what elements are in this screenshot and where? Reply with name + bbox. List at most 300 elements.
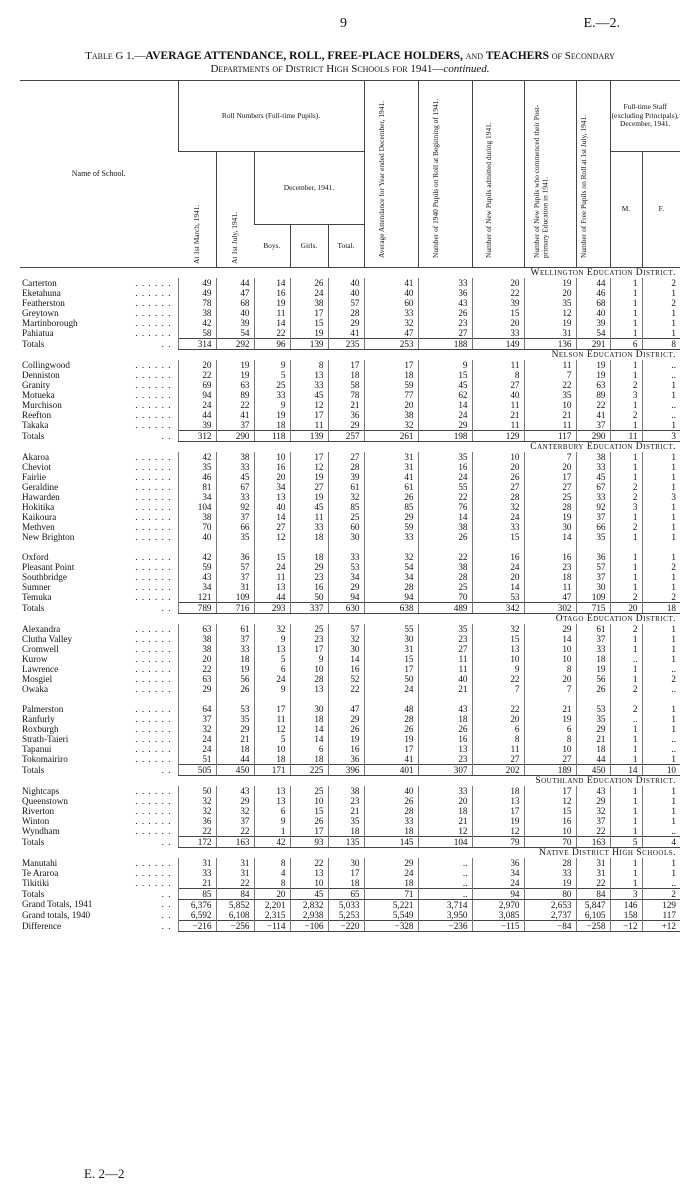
table-row <box>20 522 680 532</box>
value-cell: 80 <box>524 888 576 899</box>
value-cell: 10 <box>642 764 680 775</box>
value-cell: 129 <box>472 430 524 441</box>
value-cell: 11 <box>290 512 328 522</box>
value-cell: 45 <box>290 390 328 400</box>
table-row <box>20 714 680 724</box>
table-row <box>20 654 680 664</box>
value-cell: 32 <box>216 806 254 816</box>
value-cell: 26 <box>472 472 524 482</box>
leader-dots: . . . . . . <box>135 521 172 532</box>
leader-dots: . . . . . . <box>135 867 172 878</box>
value-cell: 55 <box>364 624 418 634</box>
value-cell: 31 <box>216 858 254 868</box>
value-cell: 20 <box>364 400 418 410</box>
value-cell: 1 <box>610 420 642 431</box>
value-cell: 57 <box>328 298 364 308</box>
value-cell: 11 <box>418 664 472 674</box>
value-cell: 1 <box>610 552 642 562</box>
table-row <box>20 288 680 298</box>
value-cell: 76 <box>418 502 472 512</box>
value-cell: 5,852 <box>216 899 254 910</box>
table-row <box>20 624 680 634</box>
value-cell: 35 <box>576 714 610 724</box>
title-and: and <box>462 50 486 62</box>
leader-dots: . . . . . . <box>135 307 172 318</box>
value-cell: 39 <box>328 472 364 482</box>
attendance-table <box>20 80 680 932</box>
value-cell: 85 <box>178 888 216 899</box>
value-cell: 30 <box>328 644 364 654</box>
value-cell: 638 <box>364 602 418 613</box>
school-name-cell <box>20 836 178 847</box>
value-cell: 40 <box>328 288 364 298</box>
value-cell: 40 <box>418 674 472 684</box>
value-cell: 14 <box>610 764 642 775</box>
school-name: Riverton <box>22 805 55 816</box>
value-cell: 1 <box>610 298 642 308</box>
school-name: Takaka <box>22 419 49 430</box>
value-cell: 1 <box>642 754 680 765</box>
value-cell: 27 <box>472 482 524 492</box>
header-girls: Girls. <box>290 225 328 267</box>
school-name: Wyndham <box>22 825 60 836</box>
value-cell: 117 <box>524 430 576 441</box>
value-cell: 1 <box>610 512 642 522</box>
value-cell: 44 <box>216 754 254 765</box>
table-row <box>20 370 680 380</box>
value-cell: 29 <box>178 684 216 694</box>
value-cell: 2 <box>642 888 680 899</box>
value-cell: 1 <box>610 754 642 765</box>
school-name-cell <box>20 572 178 582</box>
table-row <box>20 674 680 684</box>
school-name: Greytown <box>22 307 59 318</box>
value-cell: 32 <box>364 552 418 562</box>
value-cell: 35 <box>418 624 472 634</box>
value-cell: 33 <box>524 868 576 878</box>
value-cell: 40 <box>178 532 216 542</box>
value-cell: 29 <box>576 796 610 806</box>
value-cell: 2 <box>642 298 680 308</box>
school-name: Carterton <box>22 277 57 288</box>
school-name-cell <box>20 684 178 694</box>
value-cell: 38 <box>178 512 216 522</box>
value-cell: 16 <box>290 582 328 592</box>
value-cell: 92 <box>576 502 610 512</box>
value-cell: 36 <box>418 288 472 298</box>
value-cell: 18 <box>576 654 610 664</box>
value-cell: 22 <box>418 492 472 502</box>
school-name-cell <box>20 288 178 298</box>
value-cell: 16 <box>418 462 472 472</box>
value-cell: 43 <box>576 786 610 796</box>
value-cell: 163 <box>216 836 254 847</box>
district-heading-row <box>20 613 680 624</box>
value-cell: 5,847 <box>576 899 610 910</box>
value-cell: 61 <box>216 624 254 634</box>
value-cell: 9 <box>254 634 290 644</box>
value-cell: 13 <box>290 370 328 380</box>
school-name: Pleasant Point <box>22 561 75 572</box>
school-name: Pahiatua <box>22 327 54 338</box>
value-cell: 77 <box>364 390 418 400</box>
table-row <box>20 512 680 522</box>
value-cell: 24 <box>472 562 524 572</box>
leader-dots: . . . . . . <box>135 419 172 430</box>
header-new-pupils: Number of New Pupils admitted during 1941. <box>472 81 524 268</box>
value-cell: 2 <box>610 624 642 634</box>
value-cell: 6 <box>610 338 642 349</box>
school-name-cell <box>20 582 178 592</box>
value-cell: 44 <box>216 278 254 288</box>
value-cell: 188 <box>418 338 472 349</box>
school-name: Ranfurly <box>22 713 55 724</box>
leader-dots: . . . . . . <box>135 389 172 400</box>
value-cell: 33 <box>178 868 216 878</box>
value-cell: 57 <box>216 562 254 572</box>
value-cell: .. <box>642 400 680 410</box>
value-cell: 1 <box>610 744 642 754</box>
value-cell: 489 <box>418 602 472 613</box>
value-cell: 13 <box>290 868 328 878</box>
table-row <box>20 562 680 572</box>
value-cell: 15 <box>364 654 418 664</box>
value-cell: 21 <box>576 734 610 744</box>
table-row <box>20 360 680 370</box>
school-name: Collingwood <box>22 359 70 370</box>
school-name: Motueka <box>22 389 55 400</box>
table-row <box>20 532 680 542</box>
value-cell: 15 <box>524 806 576 816</box>
school-name-cell <box>20 592 178 603</box>
value-cell: 37 <box>576 816 610 826</box>
value-cell: 20 <box>472 278 524 288</box>
leader-dots: . . . . . . <box>135 317 172 328</box>
value-cell: 5,549 <box>364 910 418 921</box>
value-cell: 1 <box>610 734 642 744</box>
value-cell: 26 <box>576 684 610 694</box>
value-cell: 37 <box>576 572 610 582</box>
value-cell: 37 <box>216 634 254 644</box>
value-cell: 50 <box>290 592 328 603</box>
value-cell: 8 <box>472 370 524 380</box>
value-cell: 53 <box>216 704 254 714</box>
table-row <box>20 816 680 826</box>
value-cell: 50 <box>178 786 216 796</box>
school-name-cell <box>20 512 178 522</box>
leader-dots: . . . . . . <box>135 451 172 462</box>
value-cell: 23 <box>524 562 576 572</box>
value-cell: .. <box>642 826 680 837</box>
value-cell: 20 <box>472 462 524 472</box>
value-cell: 29 <box>328 582 364 592</box>
school-name: Grand Totals, 1941 <box>22 899 93 910</box>
grand-totals-1941-row <box>20 899 680 910</box>
value-cell: 19 <box>524 878 576 889</box>
value-cell: 11 <box>254 308 290 318</box>
value-cell: 25 <box>254 380 290 390</box>
value-cell: 11 <box>472 420 524 431</box>
grand-totals-1940-row <box>20 910 680 921</box>
school-name-cell <box>20 899 178 910</box>
value-cell: .. <box>418 888 472 899</box>
value-cell: 121 <box>178 592 216 603</box>
value-cell: 30 <box>328 532 364 542</box>
value-cell: 17 <box>328 360 364 370</box>
school-name-cell <box>20 492 178 502</box>
school-name-cell <box>20 744 178 754</box>
leader-dots: . . . . . . <box>135 743 172 754</box>
value-cell: 70 <box>418 592 472 603</box>
value-cell: 24 <box>178 400 216 410</box>
value-cell: 290 <box>576 430 610 441</box>
school-name-cell <box>20 826 178 837</box>
value-cell: 60 <box>328 522 364 532</box>
leader-dots: . . . . . . <box>135 825 172 836</box>
value-cell: 20 <box>610 602 642 613</box>
value-cell: 1 <box>610 868 642 878</box>
value-cell: 32 <box>364 420 418 431</box>
value-cell: 291 <box>576 338 610 349</box>
header-staff-f: F. <box>642 152 680 268</box>
table-row <box>20 552 680 562</box>
value-cell: 1 <box>610 816 642 826</box>
value-cell: 38 <box>178 308 216 318</box>
value-cell: 47 <box>524 592 576 603</box>
value-cell: 63 <box>178 624 216 634</box>
value-cell: 70 <box>178 522 216 532</box>
value-cell: 36 <box>216 552 254 562</box>
school-name-cell <box>20 644 178 654</box>
school-name: Martinborough <box>22 317 78 328</box>
table-row <box>20 796 680 806</box>
value-cell: 14 <box>254 278 290 288</box>
value-cell: 34 <box>254 482 290 492</box>
value-cell: 3,950 <box>418 910 472 921</box>
value-cell: 32 <box>178 796 216 806</box>
value-cell: 44 <box>576 754 610 765</box>
value-cell: 6,376 <box>178 899 216 910</box>
school-name-cell <box>20 502 178 512</box>
value-cell: 1 <box>610 472 642 482</box>
value-cell: 12 <box>290 400 328 410</box>
value-cell: 10 <box>472 654 524 664</box>
value-cell: 22 <box>178 370 216 380</box>
title-rest: of Secondary <box>549 50 615 62</box>
value-cell: 84 <box>576 888 610 899</box>
value-cell: 13 <box>290 684 328 694</box>
value-cell: 163 <box>576 836 610 847</box>
school-name: Tikitiki <box>22 877 50 888</box>
value-cell: 27 <box>472 380 524 390</box>
school-name-cell <box>20 704 178 714</box>
value-cell: 51 <box>178 754 216 765</box>
value-cell: 9 <box>254 360 290 370</box>
school-name-cell <box>20 724 178 734</box>
value-cell: 118 <box>254 430 290 441</box>
value-cell: 342 <box>472 602 524 613</box>
value-cell: 46 <box>576 288 610 298</box>
value-cell: −216 <box>178 920 216 931</box>
value-cell: 11 <box>290 420 328 431</box>
school-name-cell <box>20 298 178 308</box>
value-cell: 2,201 <box>254 899 290 910</box>
value-cell: 33 <box>216 462 254 472</box>
leader-dots: . . . . . . <box>135 785 172 796</box>
school-name-cell <box>20 714 178 724</box>
value-cell: 23 <box>290 572 328 582</box>
value-cell: 24 <box>178 744 216 754</box>
value-cell: 2,315 <box>254 910 290 921</box>
value-cell: 21 <box>216 734 254 744</box>
table-row <box>20 462 680 472</box>
district-heading: Nelson Education District. <box>551 349 676 360</box>
table-row <box>20 502 680 512</box>
school-name: Te Araroa <box>22 867 59 878</box>
school-name-cell <box>20 858 178 868</box>
value-cell: 10 <box>290 878 328 889</box>
value-cell: 16 <box>524 552 576 562</box>
value-cell: 14 <box>290 724 328 734</box>
school-name: Palmerston <box>22 703 64 714</box>
value-cell: 1 <box>610 724 642 734</box>
leader-dots: . . . . . . <box>135 287 172 298</box>
value-cell: 21 <box>524 410 576 420</box>
value-cell: 225 <box>290 764 328 775</box>
value-cell: 18 <box>364 370 418 380</box>
value-cell: 2 <box>610 522 642 532</box>
value-cell: 24 <box>290 288 328 298</box>
school-name-cell <box>20 602 178 613</box>
value-cell: 24 <box>472 878 524 889</box>
value-cell: 43 <box>418 704 472 714</box>
value-cell: 26 <box>364 492 418 502</box>
value-cell: 9 <box>290 654 328 664</box>
school-name-cell <box>20 410 178 420</box>
value-cell: 14 <box>254 512 290 522</box>
totals-row <box>20 888 680 899</box>
leader-dots: . . <box>161 888 172 899</box>
value-cell: 32 <box>328 634 364 644</box>
value-cell: 6 <box>290 744 328 754</box>
value-cell: 6 <box>254 664 290 674</box>
value-cell: 302 <box>524 602 576 613</box>
value-cell: 36 <box>576 552 610 562</box>
value-cell: 9 <box>254 684 290 694</box>
value-cell: 7 <box>472 684 524 694</box>
value-cell: 1 <box>642 796 680 806</box>
value-cell: 63 <box>576 380 610 390</box>
value-cell: 27 <box>290 482 328 492</box>
value-cell: 19 <box>472 816 524 826</box>
value-cell: 15 <box>418 370 472 380</box>
value-cell: 21 <box>178 878 216 889</box>
value-cell: 33 <box>290 380 328 390</box>
leader-dots: . . . . . . <box>135 623 172 634</box>
value-cell: 14 <box>524 532 576 542</box>
table-row <box>20 664 680 674</box>
value-cell: 257 <box>328 430 364 441</box>
school-name: Totals <box>22 836 45 847</box>
value-cell: 10 <box>524 826 576 837</box>
value-cell: 11 <box>254 572 290 582</box>
value-cell: 11 <box>254 714 290 724</box>
school-name: Roxburgh <box>22 723 59 734</box>
value-cell: 2 <box>610 410 642 420</box>
school-name: New Brighton <box>22 531 75 542</box>
value-cell: 58 <box>328 380 364 390</box>
value-cell: 27 <box>472 754 524 765</box>
value-cell: 1 <box>610 370 642 380</box>
value-cell: 396 <box>328 764 364 775</box>
value-cell: 5,221 <box>364 899 418 910</box>
value-cell: 12 <box>254 724 290 734</box>
table-row <box>20 592 680 603</box>
value-cell: 16 <box>328 744 364 754</box>
value-cell: 42 <box>178 318 216 328</box>
value-cell: 1 <box>642 532 680 542</box>
value-cell: 45 <box>418 380 472 390</box>
school-name: Manutahi <box>22 857 58 868</box>
value-cell: 28 <box>418 572 472 582</box>
value-cell: 24 <box>178 734 216 744</box>
value-cell: 630 <box>328 602 364 613</box>
school-name: Owaka <box>22 683 49 694</box>
value-cell: 16 <box>328 664 364 674</box>
school-name: Hawarden <box>22 491 60 502</box>
school-name-cell <box>20 624 178 634</box>
school-name: Strath-Taieri <box>22 733 69 744</box>
value-cell: 89 <box>216 390 254 400</box>
value-cell: 49 <box>178 278 216 288</box>
value-cell: 94 <box>178 390 216 400</box>
value-cell: 1 <box>642 654 680 664</box>
value-cell: 1 <box>610 462 642 472</box>
header-school: Name of School. <box>20 81 178 268</box>
value-cell: 27 <box>328 452 364 462</box>
value-cell: 33 <box>576 462 610 472</box>
value-cell: 8 <box>524 734 576 744</box>
value-cell: 1 <box>254 826 290 837</box>
value-cell: 1 <box>610 664 642 674</box>
value-cell: 1 <box>610 278 642 288</box>
value-cell: 32 <box>178 724 216 734</box>
value-cell: 10 <box>524 744 576 754</box>
school-name: Queenstown <box>22 795 68 806</box>
value-cell: .. <box>418 858 472 868</box>
table-row <box>20 390 680 400</box>
value-cell: 18 <box>216 744 254 754</box>
value-cell: 78 <box>178 298 216 308</box>
school-name-cell <box>20 888 178 899</box>
value-cell: 36 <box>472 858 524 868</box>
value-cell: 1 <box>642 806 680 816</box>
value-cell: .. <box>642 360 680 370</box>
table-row <box>20 724 680 734</box>
value-cell: 139 <box>290 430 328 441</box>
value-cell: 2 <box>610 482 642 492</box>
table-row <box>20 452 680 462</box>
value-cell: 27 <box>254 522 290 532</box>
value-cell: 8 <box>642 338 680 349</box>
school-name-cell <box>20 552 178 562</box>
totals-row <box>20 764 680 775</box>
value-cell: 12 <box>418 826 472 837</box>
value-cell: −258 <box>576 920 610 931</box>
leader-dots: . . . . . . <box>135 491 172 502</box>
value-cell: 58 <box>178 328 216 339</box>
value-cell: 29 <box>364 512 418 522</box>
